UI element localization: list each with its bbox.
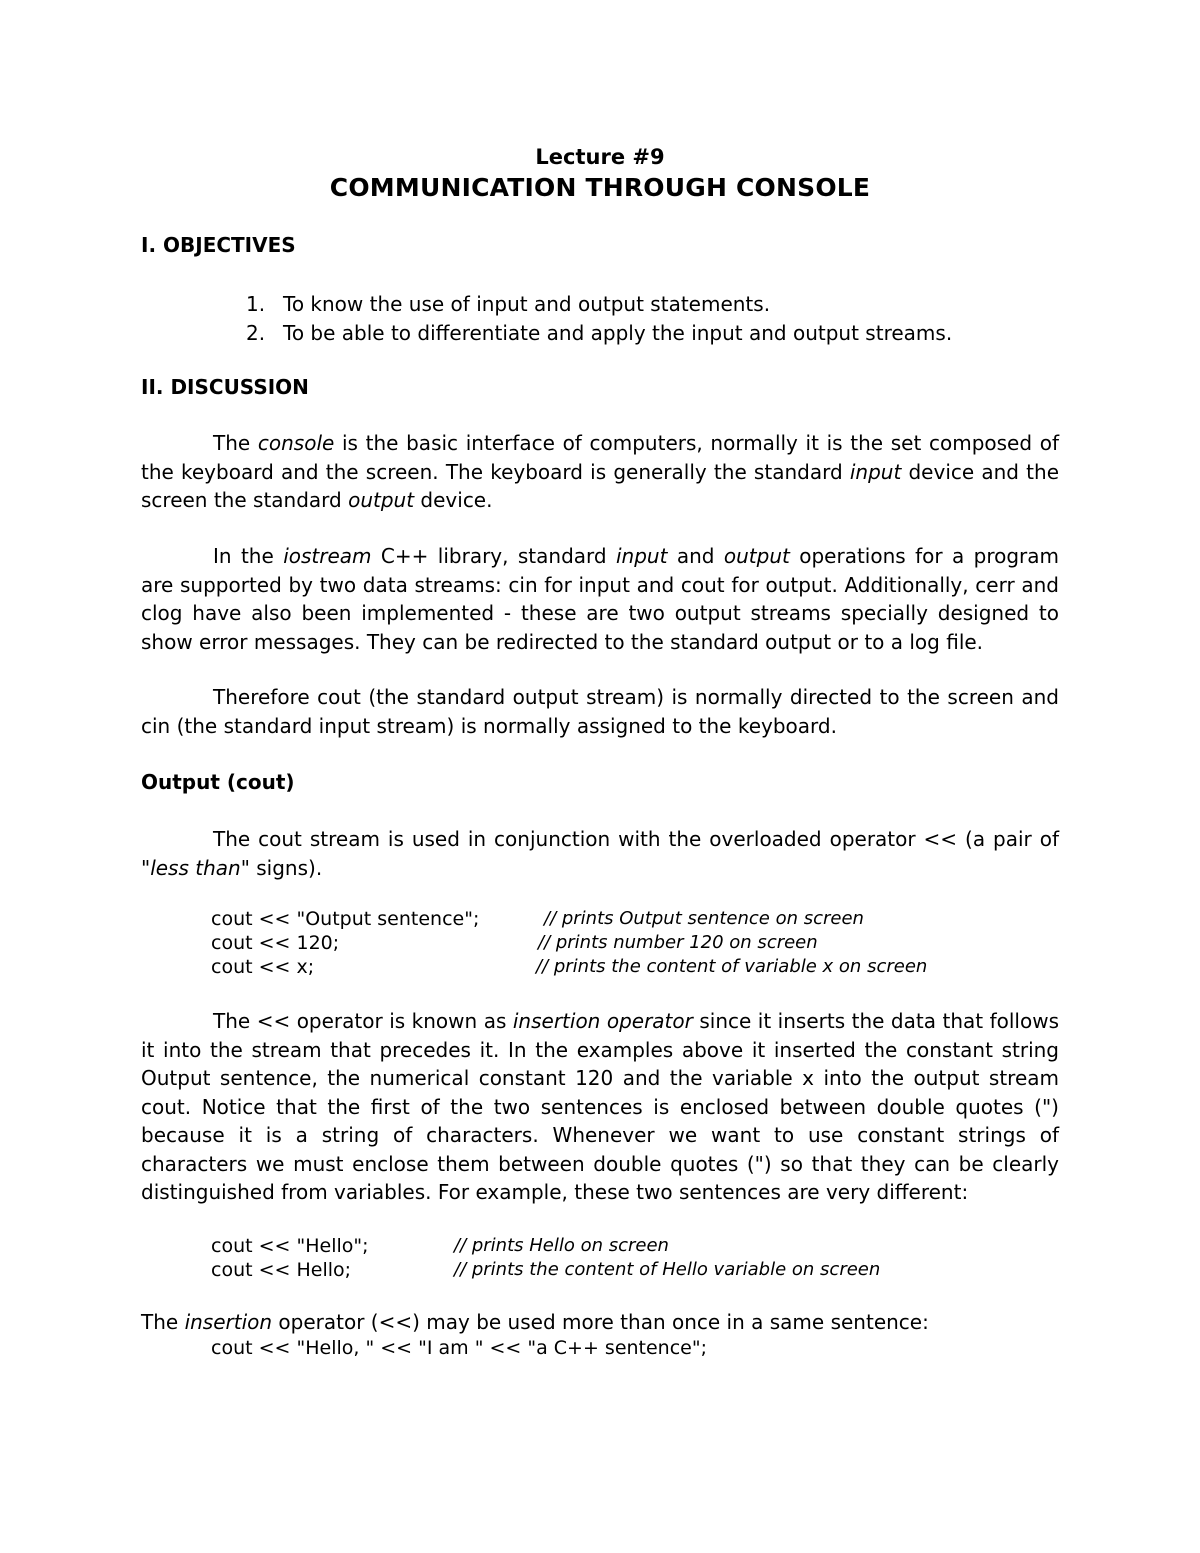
discussion-paragraph: The console is the basic interface of computers, normally it is the set composed of the keyboard and the screen. The keyboard is generally the standard input device and the screen the standard output device. — [141, 431, 1060, 512]
objective-number: 2. — [246, 321, 266, 345]
code-line: cout << "Hello, " << "I am " << "a C++ sentence"; — [211, 1337, 708, 1359]
discussion-heading: II. DISCUSSION — [141, 375, 309, 399]
emphasis-console: console — [257, 431, 335, 455]
page-title: COMMUNICATION THROUGH CONSOLE — [329, 173, 871, 202]
code-line: cout << "Output sentence"; — [211, 908, 480, 930]
output-paragraph: The insertion operator (<<) may be used more than once in a same sentence: — [141, 1310, 929, 1334]
code-comment: // prints the content of Hello variable on screen — [454, 1259, 881, 1280]
objectives-heading: I. OBJECTIVES — [141, 233, 296, 257]
lecture-number: Lecture #9 — [535, 145, 665, 169]
output-paragraph: The << operator is known as insertion operator since it inserts the data that follows it into the stream that precedes it. In the examples above it inserted the constant string Output sentence, the numerical constant 120 and the variable x into the output stream cout. Notice that the first of the two sentences is enclosed between double quotes (") because it is a string of characters. Whenever we want to use constant strings of characters we must enclose them between double quotes (") so that they can be clearly distinguished from variables. For example, these two sentences are very different: — [141, 1009, 1059, 1204]
code-comment: // prints number 120 on screen — [538, 932, 818, 953]
code-line: cout << x; — [211, 956, 315, 978]
objective-item: To know the use of input and output statements. — [283, 292, 771, 316]
emphasis-input: input — [849, 459, 902, 484]
emphasis-insertion-operator: insertion operator — [512, 1009, 693, 1033]
objective-number: 1. — [246, 292, 266, 316]
output-paragraph: The cout stream is used in conjunction with the overloaded operator << (a pair of "less than" signs). — [141, 827, 1059, 880]
code-line: cout << Hello; — [211, 1259, 352, 1281]
discussion-paragraph: Therefore cout (the standard output stream) is normally directed to the screen and cin (the standard input stream) is normally assigned to the keyboard. — [141, 685, 1059, 738]
emphasis-insertion: insertion — [184, 1310, 273, 1334]
code-comment: // prints Output sentence on screen — [544, 908, 864, 929]
objective-item: To be able to differentiate and apply the input and output streams. — [283, 321, 953, 345]
code-comment: // prints the content of variable x on screen — [536, 956, 928, 977]
discussion-paragraph: In the iostream C++ library, standard input and output operations for a program are supported by two data streams: cin for input and cout for output. Additionally, cerr and clog have also been implemented - these are two output streams specially designed to show error messages. They can be redirected to the standard output or to a log file. — [141, 544, 1059, 654]
emphasis-less-than: "less than" — [141, 855, 250, 880]
emphasis-output: output — [348, 488, 415, 512]
emphasis-input: input — [616, 544, 668, 568]
code-line: cout << "Hello"; — [211, 1235, 369, 1257]
emphasis-output: output — [723, 544, 790, 568]
code-comment: // prints Hello on screen — [454, 1235, 669, 1256]
output-heading: Output (cout) — [141, 770, 295, 794]
code-line: cout << 120; — [211, 932, 340, 954]
emphasis-iostream: iostream — [283, 544, 372, 568]
